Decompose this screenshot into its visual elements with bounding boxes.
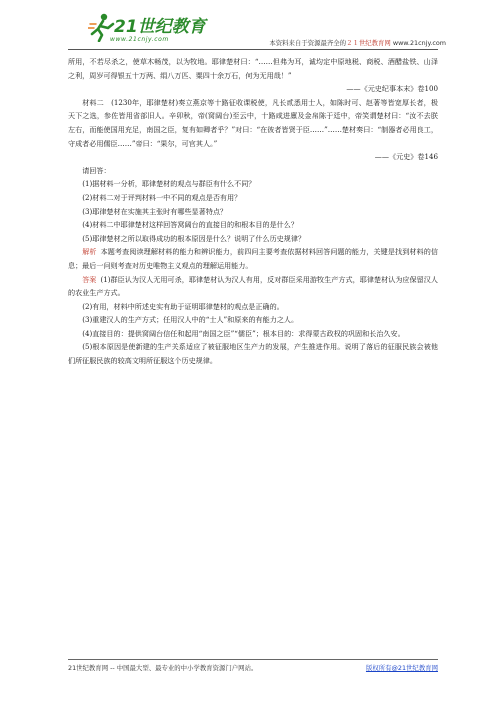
footer-divider (68, 659, 438, 660)
site-logo[interactable] (88, 12, 208, 46)
question-item: (5)耶律楚材之所以取得成功的根本原因是什么？说明了什么历史规律？ (82, 233, 306, 243)
answer-item: (4)直接目的：提供窝阔台信任和起用“南国之臣”“儒臣”；根本目的：求得蒙古政权的巩固和长治久安。 (82, 328, 405, 338)
header-note-accent[interactable]: ２１世纪教育网 (346, 39, 391, 47)
question-item: (2)材料二对于评判材料一中不同的观点是否有用？ (82, 192, 242, 202)
logo-url: www.21cnjy.com (110, 36, 169, 43)
footer-copyright-link[interactable]: 版权所有@21世纪教育网 (365, 664, 438, 672)
answer-item: (5)根本原因是使新建的生产关系适应了被征服地区生产力的发展，产生推进作用。说明了落后的征服民族会被他们所征服民族的较高文明所征服这个历史规律。 (68, 342, 438, 366)
material-one-text: 所用，不若尽杀之，使草木畅茂，以为牧地。耶律楚材曰：“……但弗为耳，诚均定中原地税、商税、酒醋盐铁、山泽之利，周岁可得银五十万两、绢八万匹、粟四十余万石，何为无用哉！” (68, 57, 438, 80)
question-prompt: 请回答： (82, 165, 111, 175)
header-note (269, 38, 446, 47)
material-one-source: ——《元史纪事本末》卷100 (346, 84, 438, 94)
footer-tagline: 21世纪教育网 -- 中国最大型、最专业的中小学教育资源门户网站。 (68, 664, 258, 672)
material-two-source: ——《元史》卷146 (374, 152, 438, 162)
analysis-text: 本题考查阅读理解材料的能力和辨识能力，前四问主要考查依据材料回答问题的能力，关键是找到材料的信息；最后一问则考查对历史唯物主义观点的理解运用能力。 (68, 247, 439, 270)
header-note-prefix: 本资料来自于资源最齐全的 (269, 39, 347, 47)
answer-text: (1)群臣认为汉人无用可杀，耶律楚材认为汉人有用，反对群臣采用游牧生产方式，耶律楚材认为应保留汉人的农业生产方式。 (68, 274, 439, 298)
header-divider (68, 49, 438, 50)
question-item: (1)据材料一分析，耶律楚材的观点与群臣有什么不同？ (82, 179, 256, 189)
question-item: (4)材料二中耶律楚材这样回答窝阔台的直接目的和根本目的是什么？ (82, 220, 298, 230)
page-header (0, 0, 500, 56)
answer-item: (3)重建汉人的生产方式；任用汉人中的“士人”和原来的有能力之人。 (82, 315, 299, 325)
answer-label: 答案 (82, 274, 97, 284)
answer-paragraph (68, 273, 438, 300)
document-body (68, 55, 438, 368)
page-footer (68, 663, 438, 672)
analysis-paragraph (68, 245, 438, 272)
question-item: (3)耶律楚材在实施其主张时有哪些显著特点？ (82, 206, 228, 216)
analysis-label: 解析 (82, 247, 97, 257)
logo-text: 21世纪教育 (114, 17, 206, 37)
header-note-url[interactable]: www.21cnjy.com (392, 39, 446, 47)
material-two-text: 材料二 (1230年，耶律楚材)奏立燕京等十路征收课税使，凡长贰悉用士人，如陈时可、赵著等皆宽厚长者，极天下之选，参佐皆用省部旧人。辛卯秋，帝(窝阔台)至云中，十路咸进廪及金帛陈于廷中，帝笑谓楚材曰：“汝不去朕左右，而能使国用充足，南国之臣，复有如卿者乎？”对曰：“在彼者皆贤于臣……”……楚材奏曰：“制器者必用良工，守成者必用儒臣……”帝曰：“果尔，可官其人。” (68, 97, 438, 148)
answer-item: (2)有用，材料中所述史实有助于证明耶律楚材的观点是正确的。 (82, 301, 284, 311)
